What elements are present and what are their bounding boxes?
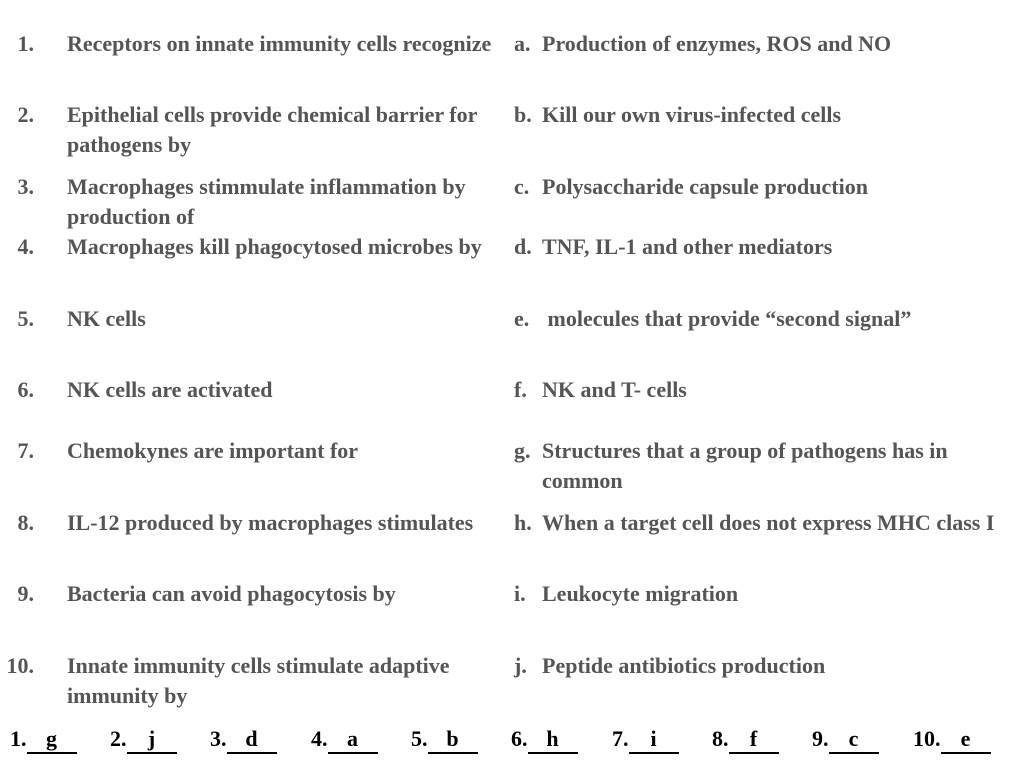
answer-key (0, 724, 1024, 758)
option-letter: e. (514, 306, 530, 331)
question-number: 5. (17, 306, 34, 331)
option-letter: i. (514, 581, 526, 606)
option-letter: g. (514, 438, 531, 463)
answer-item (812, 724, 879, 754)
question-text: NK cells (67, 306, 146, 331)
question-text: NK cells are activated (67, 377, 273, 402)
answer-blank[interactable]: f (729, 726, 779, 754)
question-text: Chemokynes are important for (67, 438, 359, 463)
answer-number: 7. (612, 726, 629, 751)
option-text: When a target cell does not express MHC class I (542, 510, 995, 535)
question-number: 7. (17, 438, 34, 463)
question-number: 3. (17, 174, 34, 199)
answer-blank[interactable]: d (227, 726, 277, 754)
option-letter: j. (514, 653, 527, 678)
question-number: 4. (17, 234, 34, 259)
answer-number: 4. (311, 726, 328, 751)
question-text: IL-12 produced by macrophages stimulates (67, 510, 474, 535)
question-number: 8. (17, 510, 34, 535)
option-text: TNF, IL-1 and other mediators (542, 234, 833, 259)
option-text: Production of enzymes, ROS and NO (542, 31, 892, 56)
question-number: 10. (6, 653, 34, 678)
question-text: Macrophages kill phagocytosed microbes by (67, 234, 482, 259)
answer-item (210, 724, 277, 754)
option-letter: h. (514, 510, 532, 535)
option-letter: f. (514, 377, 527, 402)
answer-blank[interactable]: i (629, 726, 679, 754)
answer-item (511, 724, 578, 754)
option-text: Structures that a group of pathogens has in common (542, 438, 948, 493)
question-text: Macrophages stimmulate inflammation by production of (67, 174, 466, 229)
answer-item (612, 724, 679, 754)
question-text: Innate immunity cells stimulate adaptive immunity by (67, 653, 450, 708)
question-text: Epithelial cells provide chemical barrier for pathogens by (67, 102, 477, 157)
answer-number: 6. (511, 726, 528, 751)
answer-blank[interactable]: h (528, 726, 578, 754)
answer-number: 5. (411, 726, 428, 751)
answer-item (110, 724, 177, 754)
answer-number: 8. (712, 726, 729, 751)
answer-item (913, 724, 991, 754)
answer-blank[interactable]: j (127, 726, 177, 754)
answer-blank[interactable]: e (941, 726, 991, 754)
answer-number: 2. (110, 726, 127, 751)
question-number: 2. (17, 102, 34, 127)
option-text: molecules that provide “second signal” (542, 306, 912, 331)
answer-blank[interactable]: g (27, 726, 77, 754)
question-text: Receptors on innate immunity cells recognize (67, 31, 492, 56)
option-text: Leukocyte migration (542, 581, 739, 606)
option-letter: a. (514, 31, 531, 56)
answer-number: 1. (10, 726, 27, 751)
answer-item (411, 724, 478, 754)
option-letter: b. (514, 102, 532, 127)
answer-blank[interactable]: b (428, 726, 478, 754)
option-letter: c. (514, 174, 530, 199)
question-text: Bacteria can avoid phagocytosis by (67, 581, 396, 606)
answer-number: 9. (812, 726, 829, 751)
option-text: Polysaccharide capsule production (542, 174, 868, 199)
answer-blank[interactable]: c (829, 726, 879, 754)
answer-number: 3. (210, 726, 227, 751)
option-text: Peptide antibiotics production (542, 653, 826, 678)
question-number: 1. (17, 31, 34, 56)
answer-blank[interactable]: a (328, 726, 378, 754)
answer-item (10, 724, 77, 754)
question-number: 6. (17, 377, 34, 402)
option-text: NK and T- cells (542, 377, 687, 402)
answer-number: 10. (913, 726, 941, 751)
question-number: 9. (17, 581, 34, 606)
option-letter: d. (514, 234, 532, 259)
answer-item (712, 724, 779, 754)
answer-item (311, 724, 378, 754)
option-text: Kill our own virus-infected cells (542, 102, 842, 127)
